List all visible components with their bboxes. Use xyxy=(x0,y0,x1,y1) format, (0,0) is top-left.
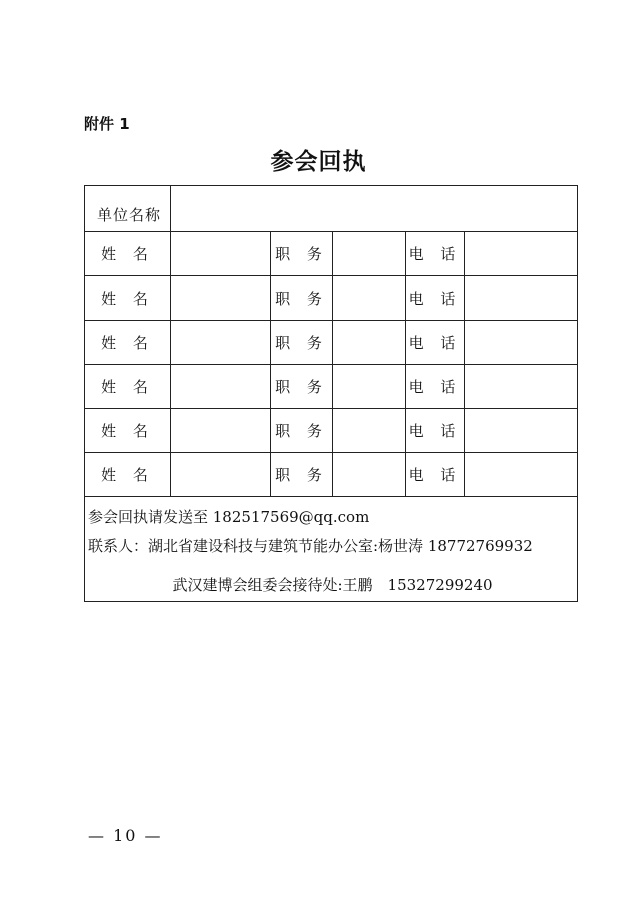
name-label: 姓 名 xyxy=(85,453,171,497)
attendee-row xyxy=(85,232,578,276)
form-title: 参会回执 xyxy=(270,149,367,175)
name-label: 姓 名 xyxy=(85,232,171,276)
attachment-label: 附件 1 xyxy=(84,115,130,133)
position-field[interactable] xyxy=(333,232,406,276)
phone-field[interactable] xyxy=(465,364,578,408)
phone-field[interactable] xyxy=(465,232,578,276)
position-field[interactable] xyxy=(333,364,406,408)
notes-row xyxy=(85,497,578,602)
name-field[interactable] xyxy=(171,409,271,453)
position-field[interactable] xyxy=(333,320,406,364)
position-label: 职 务 xyxy=(271,320,333,364)
position-field[interactable] xyxy=(333,276,406,320)
send-instruction: 参会回执请发送至 182517569@qq.com xyxy=(88,508,370,527)
position-label: 职 务 xyxy=(271,232,333,276)
position-field[interactable] xyxy=(333,409,406,453)
position-label: 职 务 xyxy=(271,453,333,497)
position-label: 职 务 xyxy=(271,364,333,408)
phone-label: 电 话 xyxy=(406,276,465,320)
unit-name-label: 单位名称 xyxy=(85,186,171,232)
phone-field[interactable] xyxy=(465,276,578,320)
attendee-row xyxy=(85,453,578,497)
notes-cell xyxy=(85,497,578,602)
unit-row xyxy=(85,186,578,232)
phone-label: 电 话 xyxy=(406,364,465,408)
unit-name-field[interactable] xyxy=(171,186,578,232)
name-field[interactable] xyxy=(171,276,271,320)
name-label: 姓 名 xyxy=(85,364,171,408)
position-label: 职 务 xyxy=(271,276,333,320)
name-label: 姓 名 xyxy=(85,409,171,453)
contact-person: 联系人：湖北省建设科技与建筑节能办公室:杨世涛 18772769932 xyxy=(88,537,533,556)
phone-field[interactable] xyxy=(465,320,578,364)
name-field[interactable] xyxy=(171,320,271,364)
phone-field[interactable] xyxy=(465,453,578,497)
position-field[interactable] xyxy=(333,453,406,497)
phone-field[interactable] xyxy=(465,409,578,453)
phone-label: 电 话 xyxy=(406,453,465,497)
page-number: — 10 — xyxy=(88,826,163,845)
name-label: 姓 名 xyxy=(85,320,171,364)
attendee-row xyxy=(85,364,578,408)
name-field[interactable] xyxy=(171,364,271,408)
attendee-row xyxy=(85,320,578,364)
phone-label: 电 话 xyxy=(406,232,465,276)
phone-label: 电 话 xyxy=(406,409,465,453)
attendee-row xyxy=(85,276,578,320)
name-field[interactable] xyxy=(171,453,271,497)
name-label: 姓 名 xyxy=(85,276,171,320)
phone-label: 电 话 xyxy=(406,320,465,364)
name-field[interactable] xyxy=(171,232,271,276)
position-label: 职 务 xyxy=(271,409,333,453)
registration-form-table xyxy=(84,185,578,602)
reception-contact: 武汉建博会组委会接待处:王鹏 15327299240 xyxy=(172,576,493,595)
attendee-row xyxy=(85,409,578,453)
